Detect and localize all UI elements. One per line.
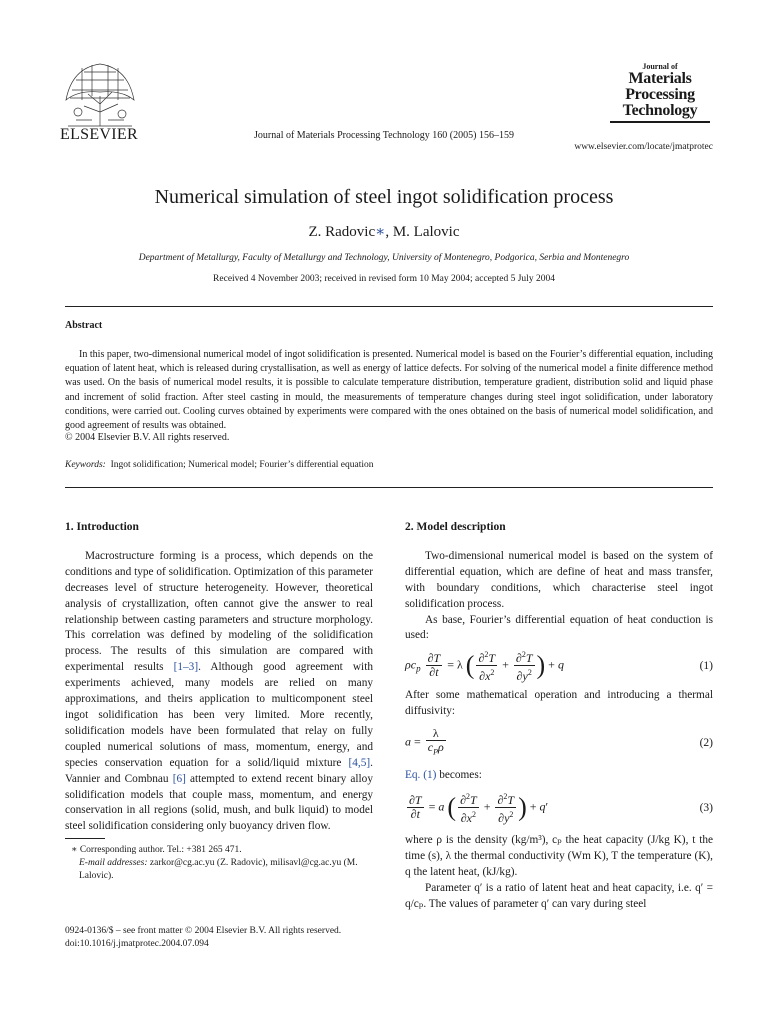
model-paragraph-2: As base, Fourier’s differential equation of heat conduction is used: [405, 613, 713, 642]
footnote-divider [65, 838, 105, 839]
journal-url-link[interactable]: www.elsevier.com/locate/jmatprotec [574, 142, 713, 152]
equation-2-number: (2) [699, 737, 713, 749]
elsevier-tree-logo [62, 60, 138, 128]
keywords [65, 460, 374, 470]
journal-brand-line2: Processing [625, 86, 695, 103]
divider-bottom [65, 487, 713, 488]
model-paragraph-1: Two-dimensional numerical model is based on the system of differential equation, which are define of heat and mass transfer, with boundary conditions, which characterise steel ingot solidification process. [405, 549, 713, 610]
author-1: Z. Radovic [308, 224, 376, 240]
corresponding-author-mark[interactable]: ∗ [375, 224, 386, 240]
keywords-label: Keywords: [65, 460, 106, 470]
affiliation: Department of Metallurgy, Faculty of Metallurgy and Technology, University of Montenegro, Podgorica, Serbia and Montenegro [138, 253, 630, 263]
doi-line[interactable]: doi:10.1016/j.jmatprotec.2004.07.094 [65, 939, 209, 949]
received-dates: Received 4 November 2003; received in revised form 10 May 2004; accepted 5 July 2004 [213, 274, 555, 284]
intro-text-b: . Although good agreement with experiments achieved, many models are relied on many approximations, and theirs application to multicomponent steel ingot solidification has been very limited. More recently, solidification models have been formulated that relay on fully coupled numerical solutions of mass, momentum, energy, and species conservation equation for a solid/liquid mixture [65, 661, 373, 769]
footnote [65, 844, 377, 883]
model-heading: 2. Model description [405, 521, 506, 533]
author-2: M. Lalovic [392, 224, 460, 240]
eq-ref-line [405, 768, 713, 784]
becomes-text: becomes: [436, 769, 482, 781]
equation-3-number: (3) [699, 802, 713, 814]
ref-link-4-5[interactable]: [4,5] [348, 756, 371, 769]
model-section-cont [405, 833, 713, 913]
model-section [405, 520, 713, 644]
intro-text-a: Macrostructure forming is a process, which depends on the conditions and type of solidification. Optimization of this parameter decreases level of structure heterogeneity. However, theoretical analysis of crystallization, often cannot give the answer to real relationship between casting parameters and structure morphology. This correlation was defined by modeling of the solidification process. The results of this simulation are compared with experimental results [65, 549, 373, 674]
publisher-name: ELSEVIER [60, 126, 138, 143]
intro-paragraph [65, 549, 373, 835]
journal-brand-line1: Materials [628, 70, 692, 87]
model-paragraph-3-wrap [405, 688, 713, 720]
email-label: E-mail addresses: [79, 858, 148, 868]
abstract-copyright: © 2004 Elsevier B.V. All rights reserved. [65, 432, 230, 443]
equation-1-number: (1) [699, 660, 713, 672]
issn-line: 0924-0136/$ – see front matter © 2004 Elsevier B.V. All rights reserved. [65, 926, 342, 936]
ref-link-1-3[interactable]: [1–3] [173, 661, 199, 674]
journal-citation: Journal of Materials Processing Technology 160 (2005) 156–159 [254, 130, 514, 141]
email-addresses: zarkor@cg.ac.yu (Z. Radovic), milisavl@cg.ac.yu (M. Lalovic). [79, 858, 358, 881]
equation-1: $\rho c_p$ $\frac{\partial T}{\partial t}$ = λ ( $\frac{\partial^2T}{\partial x^2}$ + $\frac{\partial^2T}{\partial y^2}$ ) + q (1) [405, 650, 713, 683]
ref-link-6[interactable]: [6] [172, 772, 186, 785]
model-paragraph-3: After some mathematical operation and introducing a thermal diffusivity: [405, 689, 713, 717]
intro-text-c: . Vannier and Combnau [65, 756, 373, 785]
journal-brand-line3: Technology [622, 102, 698, 119]
intro-text-d: attempted to extend recent binary alloy solidification models that couple mass, momentum, and energy conservation in all regions (solid, mush, and bulk liquid) to model steel solidification considering only buoyancy driven flow. [65, 772, 373, 833]
equation-3: $\frac{\partial T}{\partial t}$ = a ( $\frac{\partial^2T}{\partial x^2}$ + $\frac{\partial^2T}{\partial y^2}$ ) + q′ (3) [409, 792, 713, 825]
paper-title: Numerical simulation of steel ingot solidification process [154, 186, 614, 208]
author-list [0, 222, 768, 241]
divider-top [65, 306, 713, 307]
intro-heading: 1. Introduction [65, 521, 139, 533]
keywords-list: Ingot solidification; Numerical model; Fourier’s differential equation [110, 460, 374, 470]
intro-section [65, 520, 373, 835]
equation-2: a = $\frac{\lambda}{c_P\rho}$ (2) [405, 726, 713, 757]
author-separator: , [385, 224, 393, 240]
front-matter [65, 925, 341, 951]
journal-brand-small: Journal of [642, 62, 678, 71]
abstract-body: In this paper, two-dimensional numerical model of ingot solidification is presented. Numerical model is based on the Fourier’s differential equation, including equation of latent heat, which is released during crystallisation, as well as energy of lattice defects. For solving of the numerical model a finite difference method was used. On the basis of numerical model results, it is possible to calculate temperature distribution, temperature gradient, distribution solid and liquid phase and increment of solid fraction. After steel casting in mould, the measurements of temperature changes during steel ingot solidification, under laboratory conditions, were carried out. Cooling curves obtained by experiments were compared with the ones obtained on the basis of numerical model solidification, and good agreement of results was obtained. [65, 349, 713, 432]
footnote-corresponding: ∗ Corresponding author. Tel.: +381 265 471. [71, 845, 242, 855]
equation-1-link[interactable]: Eq. (1) [405, 769, 437, 781]
abstract-heading: Abstract [65, 320, 103, 331]
journal-brand-logo [610, 62, 710, 123]
footnote-emails [65, 857, 377, 883]
model-paragraph-4: where ρ is the density (kg/m³), cₚ the heat capacity (J/kg K), t the time (s), λ the thermal conductivity (Wm K), T the temperature (K), q the latent heat, (kJ/kg). [405, 834, 713, 878]
model-paragraph-5: Parameter q′ is a ratio of latent heat and heat capacity, i.e. q′ = q/cₚ. The values of parameter q′ can vary during steel [405, 881, 713, 910]
